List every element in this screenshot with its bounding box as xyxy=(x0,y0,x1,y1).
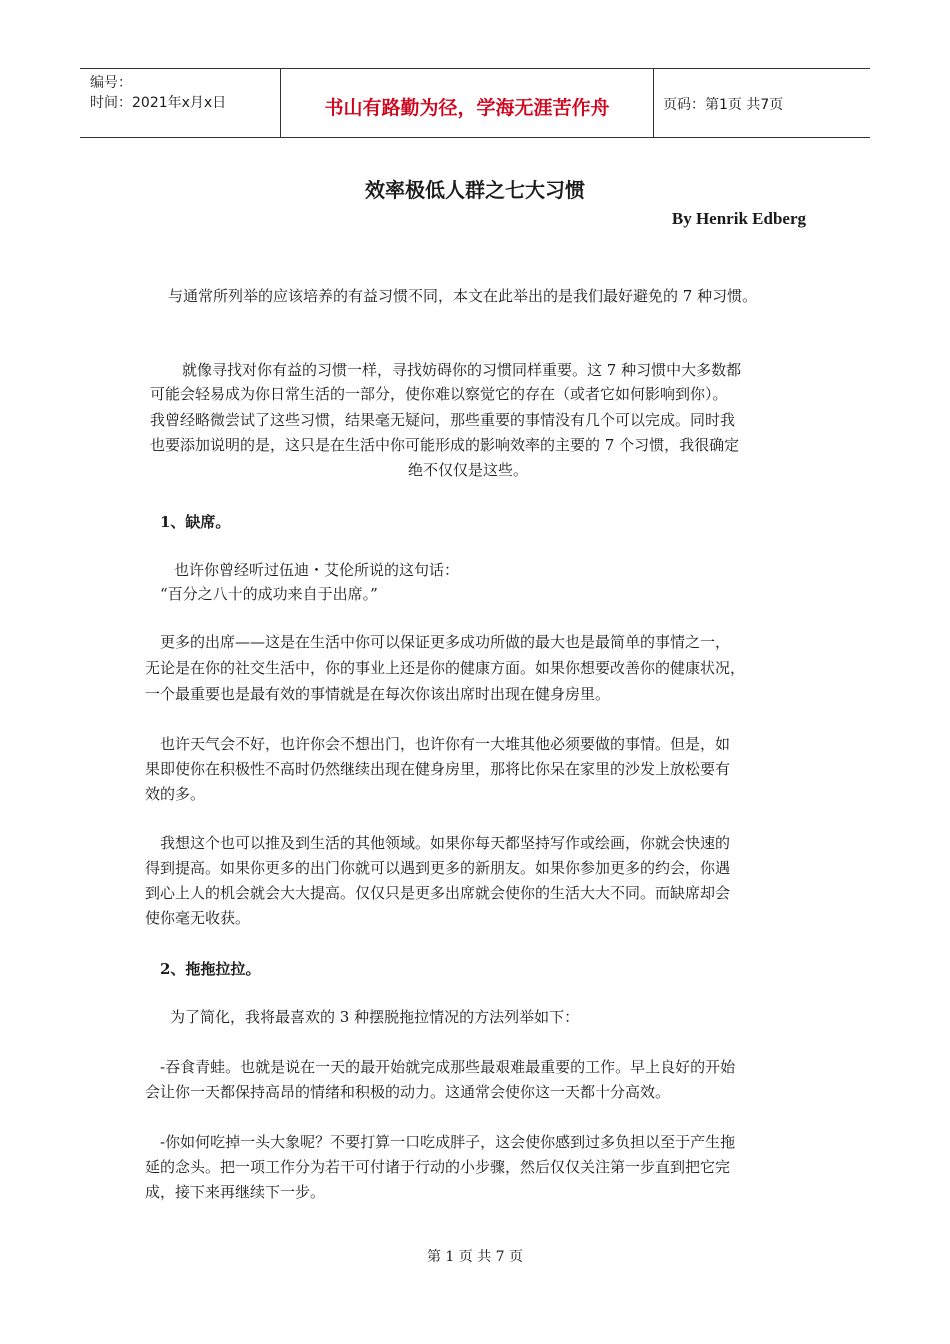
paragraph-line: 会让你一天都保持高昂的情绪和积极的动力。这通常会使你这一天都十分高效。 xyxy=(145,1083,671,1101)
paragraph-line: 成，接下来再继续下一步。 xyxy=(145,1183,326,1201)
paragraph-line: 也许天气会不好，也许你会不想出门，也许你有一大堆其他必须要做的事情。但是，如 xyxy=(160,735,731,753)
quote-line: “百分之八十的成功来自于出席。” xyxy=(160,585,378,603)
paragraph-line: 一个最重要也是最有效的事情就是在每次你该出席时出现在健身房里。 xyxy=(145,685,611,703)
paragraph-line: 得到提高。如果你更多的出门你就可以遇到更多的新朋友。如果你参加更多的约会，你遇 xyxy=(145,859,731,877)
paragraph-line: 无论是在你的社交生活中，你的事业上还是你的健康方面。如果你想要改善你的健康状况， xyxy=(145,659,746,677)
document-date: 时间：2021年x月x日 xyxy=(90,95,227,111)
paragraph-line: -吞食青蛙。也就是说在一天的最开始就完成那些最艰难最重要的工作。早上良好的开始 xyxy=(160,1058,736,1076)
header-motto-cell xyxy=(280,69,654,137)
paragraph-line: 我曾经略微尝试了这些习惯，结果毫无疑问，那些重要的事情没有几个可以完成。同时我 xyxy=(150,411,736,429)
paragraph-line: 也要添加说明的是，这只是在生活中你可能形成的影响效率的主要的 7 个习惯，我很确定 xyxy=(150,436,740,454)
paragraph-line: 效的多。 xyxy=(145,785,206,803)
article-title: 效率极低人群之七大习惯 xyxy=(365,178,585,202)
paragraph-line: 也许你曾经听过伍迪・艾伦所说的这句话： xyxy=(174,561,460,579)
document-number-label: 编号： xyxy=(90,75,132,91)
paragraph-line: 延的念头。把一项工作分为若干可付诸于行动的小步骤，然后仅仅关注第一步直到把它完 xyxy=(145,1158,731,1176)
paragraph-line: -你如何吃掉一头大象呢？不要打算一口吃成胖子，这会使你感到过多负担以至于产生拖 xyxy=(160,1133,736,1151)
paragraph-line: 果即使你在积极性不高时仍然继续出现在健身房里，那将比你呆在家里的沙发上放松要有 xyxy=(145,760,731,778)
paragraph-line: 可能会轻易成为你日常生活的一部分，使你难以察觉它的存在（或者它如何影响到你）。 xyxy=(150,385,728,403)
paragraph-line: 就像寻找对你有益的习惯一样，寻找妨碍你的习惯同样重要。这 7 种习惯中大多数都 xyxy=(182,361,742,379)
paragraph-line: 使你毫无收获。 xyxy=(145,909,251,927)
paragraph-line: 为了简化，我将最喜欢的 3 种摆脱拖拉情况的方法列举如下： xyxy=(170,1008,580,1026)
page-footer: 第 1 页 共 7 页 xyxy=(426,1249,524,1265)
paragraph-line: 我想这个也可以推及到生活的其他领域。如果你每天都坚持写作或绘画，你就会快速的 xyxy=(160,834,731,852)
paragraph-line: 到心上人的机会就会大大提高。仅仅只是更多出席就会使你的生活大大不同。而缺席却会 xyxy=(145,884,731,902)
section-heading: 2、拖拖拉拉。 xyxy=(160,960,261,978)
intro-paragraph: 与通常所列举的应该培养的有益习惯不同，本文在此举出的是我们最好避免的 7 种习惯。 xyxy=(168,287,758,305)
document-header xyxy=(80,68,870,138)
header-meta-cell xyxy=(80,69,280,137)
section-heading: 1、缺席。 xyxy=(160,513,231,531)
article-author: By Henrik Edberg xyxy=(671,209,806,228)
header-page-cell xyxy=(653,69,870,137)
paragraph-line: 绝不仅仅是这些。 xyxy=(408,461,529,479)
paragraph-line: 更多的出席——这是在生活中你可以保证更多成功所做的最大也是最简单的事情之一， xyxy=(160,633,731,651)
header-motto: 书山有路勤为径，学海无涯苦作舟 xyxy=(324,97,610,119)
header-page-info: 页码：第1页 共7页 xyxy=(663,97,784,113)
